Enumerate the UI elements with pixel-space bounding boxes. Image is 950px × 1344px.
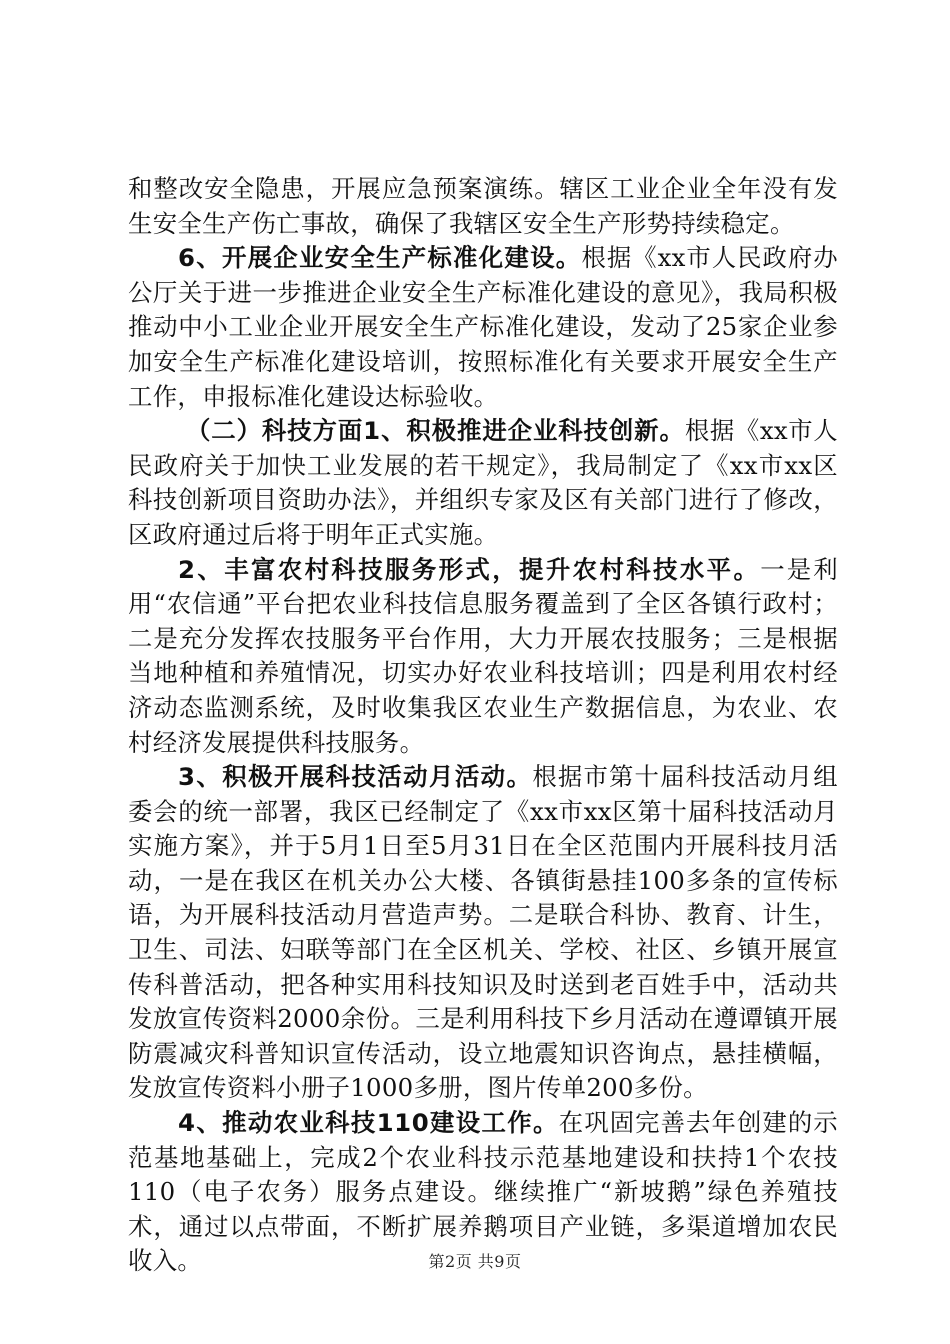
paragraph-5 xyxy=(128,760,838,1106)
paragraph-6-text: 在巩固完善去年创建的示范基地基础上，完成2个农业科技示范基地建设和扶持1个农技110（电子农务）服务点建设。继续推广“新坡鹅”绿色养殖技术，通过以点带面，不断扩展养鹅项目产业链，多渠道增加农民收入。 xyxy=(128,1108,838,1276)
document-body xyxy=(128,172,838,1279)
paragraph-2-heading: 6、开展企业安全生产标准化建设。 xyxy=(178,243,582,273)
paragraph-5-heading: 3、积极开展科技活动月活动。 xyxy=(178,762,533,792)
paragraph-2 xyxy=(128,241,838,414)
paragraph-4 xyxy=(128,553,838,761)
paragraph-3-heading: （二）科技方面1、积极推进企业科技创新。 xyxy=(186,416,685,446)
paragraph-3 xyxy=(128,414,838,552)
paragraph-2-text: 根据《xx市人民政府办公厅关于进一步推进企业安全生产标准化建设的意见》，我局积极推动中小工业企业开展安全生产标准化建设，发动了25家企业参加安全生产标准化建设培训，按照标准化有关要求开展安全生产工作，申报标准化建设达标验收。 xyxy=(128,243,839,411)
paragraph-6-heading: 4、推动农业科技110建设工作。 xyxy=(178,1108,559,1138)
paragraph-5-text: 根据市第十届科技活动月组委会的统一部署，我区已经制定了《xx市xx区第十届科技活动月实施方案》，并于5月1日至5月31日在全区范围内开展科技月活动，一是在我区在机关办公大楼、各镇街悬挂100多条的宣传标语，为开展科技活动月营造声势。二是联合科协、教育、计生，卫生、司法、妇联等部门在全区机关、学校、社区、乡镇开展宣传科普活动，把各种实用科技知识及时送到老百姓手中，活动共发放宣传资料2000余份。三是利用科技下乡月活动在遵谭镇开展防震减灾科普知识宣传活动，设立地震知识咨询点，悬挂横幅，发放宣传资料小册子1000多册，图片传单200多份。 xyxy=(128,762,838,1103)
paragraph-4-text: 一是利用“农信通”平台把农业科技信息服务覆盖到了全区各镇行政村；二是充分发挥农技服务平台作用，大力开展农技服务；三是根据当地种植和养殖情况，切实办好农业科技培训；四是利用农村经济动态监测系统，及时收集我区农业生产数据信息，为农业、农村经济发展提供科技服务。 xyxy=(128,554,838,757)
paragraph-4-heading: 2、丰富农村科技服务形式，提升农村科技水平。 xyxy=(178,554,761,584)
paragraph-3-text: 根据《xx市人民政府关于加快工业发展的若干规定》，我局制定了《xx市xx区科技创新项目资助办法》，并组织专家及区有关部门进行了修改，区政府通过后将于明年正式实施。 xyxy=(128,416,838,549)
page-number-footer: 第2页 共9页 xyxy=(428,1252,522,1271)
paragraph-1-text: 和整改安全隐患，开展应急预案演练。辖区工业企业全年没有发生安全生产伤亡事故，确保了我辖区安全生产形势持续稳定。 xyxy=(128,174,838,238)
paragraph-1 xyxy=(128,172,838,241)
